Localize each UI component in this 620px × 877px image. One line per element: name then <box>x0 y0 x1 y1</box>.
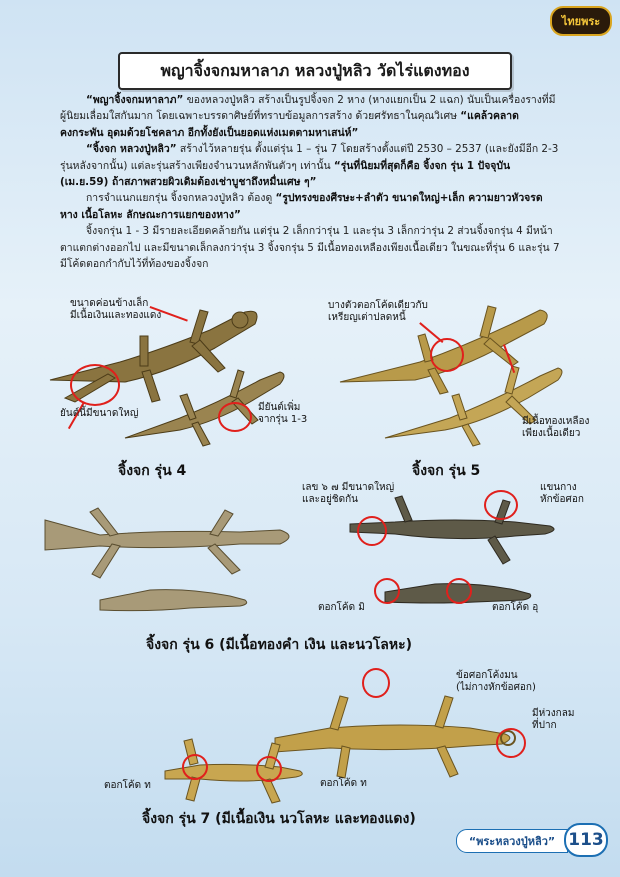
r6-note-code-mi: ตอกโค้ด มิ <box>318 602 365 613</box>
article-body <box>60 92 560 272</box>
r4-yant-circle <box>70 364 120 406</box>
r5-caption: จิ้งจก รุ่น 5 <box>412 463 481 479</box>
r6-code-mi-circle <box>374 578 400 604</box>
r4-note-size: ขนาดค่อนข้างเล็ก มีเนื้อเงินและทองแดง <box>70 298 162 321</box>
r7-note-ring: มีห่วงกลม ที่ปาก <box>532 708 575 731</box>
r7-code-right-circle <box>256 756 282 782</box>
r7-code-left-circle <box>182 754 208 780</box>
r7-note-code-right: ตอกโค้ด ท <box>320 778 367 789</box>
r5-note-code: บางตัวตอกโค้ดเดียวกับ เหรียญเต่าปลดหนี้ <box>328 300 428 323</box>
footer-section-tag: “พระหลวงปู่หลิว” <box>456 829 568 853</box>
r6-code-u-circle <box>446 578 472 604</box>
r7-elbow-circle <box>362 668 390 698</box>
magazine-logo: ไทยพระ <box>550 6 612 36</box>
r7-note-code-left: ตอกโค้ด ท <box>104 780 151 791</box>
gecko-r6-left-photo <box>40 500 300 630</box>
r4-extra-yant-circle <box>218 402 252 432</box>
r6-note-code-u: ตอกโค้ด อุ <box>492 602 539 613</box>
r7-caption: จิ้งจก รุ่น 7 (มีเนื้อเงิน นวโลหะ และทองแดง) <box>142 811 416 827</box>
page-number: 113 <box>564 823 608 857</box>
r5-note-brass: มีเนื้อทองเหลือง เพียงเนื้อเดียว <box>522 416 590 439</box>
r6-note-elbow: แขนกาง หักข้อศอก <box>540 482 584 505</box>
r4-caption: จิ้งจก รุ่น 4 <box>118 463 187 479</box>
r5-code-circle <box>430 338 464 372</box>
paragraph-2: “จิ้งจก หลวงปู่หลิว” สร้างไว้หลายรุ่น ตั้งแต่รุ่น 1 – รุ่น 7 โดยสร้างตั้งแต่ปี 2530 – 2537 (และยังมีอีก 2-3 รุ่นหลังจากนั้น) แต่ละรุ่นสร้างเพียงจำนวนหลักพันตัวๆ เท่านั้น “รุ่นที่นิยมที่สุดก็คือ จิ้งจก รุ่น 1 ปัจจุบัน (เม.ย.59) ถ้าสภาพสวยผิวเดิมต้องเช่าบูชาถึงหมื่นเศษ ๆ” <box>60 143 559 189</box>
paragraph-1: “พญาจิ้งจกมหาลาภ” ของหลวงปู่หลิว สร้างเป็นรูปจิ้งจก 2 หาง (หางแยกเป็น 2 แฉก) นับเป็นเครื่องรางที่มีผู้นิยมเลื่อมใสกันมาก โดยเฉพาะบรรดาศิษย์ที่ทราบข้อมูลการสร้าง ด้วยศรัทธาในคุณวิเศษ “แคล้วคลาดคงกระพัน อุดมด้วยโชคลาภ อีกทั้งยังเป็นยอดแห่งเมตตามหาเสน่ห์” <box>60 94 556 139</box>
r6-number-circle <box>357 516 387 546</box>
paragraph-3: การจำแนกแยกรุ่น จิ้งจกหลวงปู่หลิว ต้องดู “รูปทรงของศีรษะ+ลำตัว ขนาดใหญ่+เล็ก ความยาวหัวจรดหาง เนื้อโลหะ ลักษณะการแยกของหาง” <box>60 192 543 221</box>
r4-note-yant: ยันต์นี้มีขนาดใหญ่ <box>60 408 139 419</box>
r6-caption: จิ้งจก รุ่น 6 (มีเนื้อทองคำ เงิน และนวโลหะ) <box>146 637 412 653</box>
r6-elbow-circle <box>484 490 518 520</box>
r7-note-elbow: ข้อศอกโค้งมน (ไม่กางหักข้อศอก) <box>456 670 536 693</box>
r6-note-numbers: เลข ๖ ๗ มีขนาดใหญ่ และอยู่ชิดกัน <box>302 482 395 505</box>
r4-note-extra: มียันต์เพิ่ม จากรุ่น 1-3 <box>258 402 308 425</box>
r7-mouth-ring-circle <box>496 728 526 758</box>
paragraph-4: จิ้งจกรุ่น 1 - 3 มีรายละเอียดคล้ายกัน แต่รุ่น 2 เล็กกว่ารุ่น 1 และรุ่น 3 เล็กกว่ารุ่น 2 ส่วนจิ้งจกรุ่น 4 มีหน้าตาแตกต่างออกไป และมีขนาดเล็กลงกว่ารุ่น 3 จิ้งจกรุ่น 5 มีเนื้อทองเหลืองเพียงเนื้อเดียว ในขณะที่รุ่น 6 และรุ่น 7 มีโค้ดตอกกำกับไว้ที่ท้องของจิ้งจก <box>60 225 560 271</box>
gecko-r4-small-photo <box>120 350 290 450</box>
page-title: พญาจิ้งจกมหาลาภ หลวงปู่หลิว วัดไร่แตงทอง <box>118 52 512 90</box>
